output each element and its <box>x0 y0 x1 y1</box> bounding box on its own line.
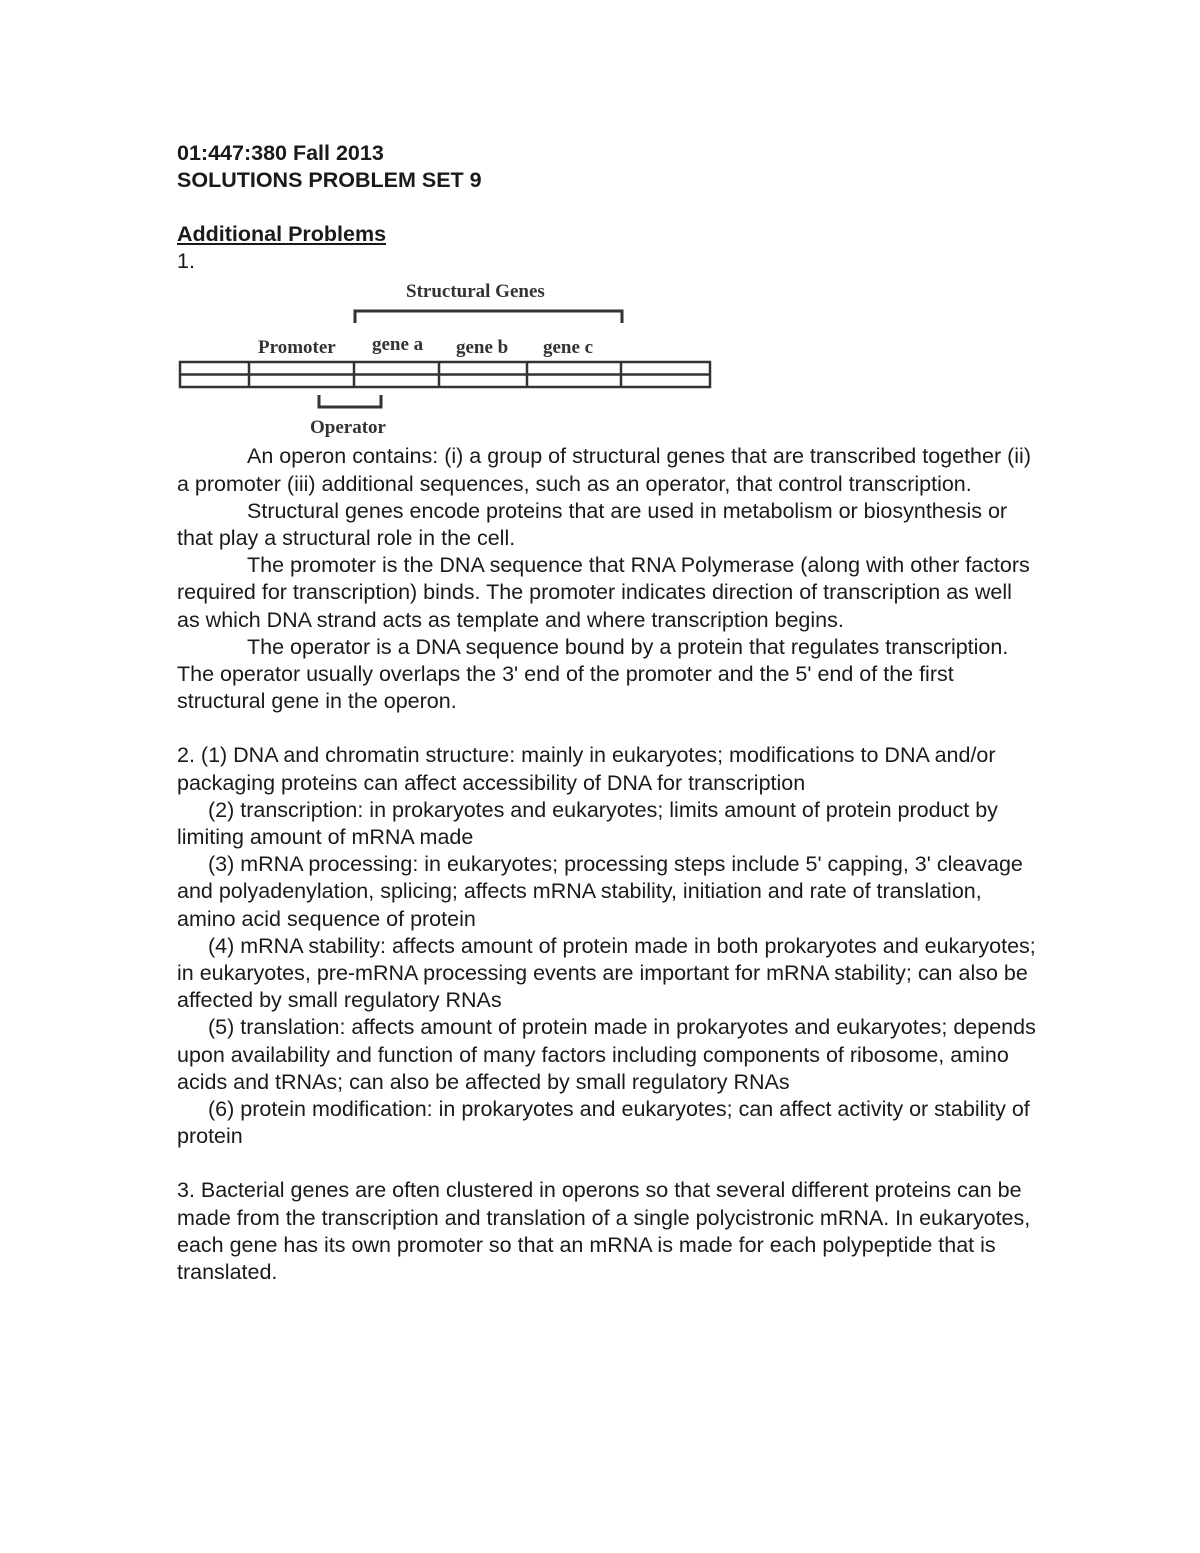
structural-genes-definition: Structural genes encode proteins that are used in metabolism or biosynthesis or that play a structural role in the cell. <box>177 498 1008 551</box>
gene-b-label: gene b <box>456 337 509 359</box>
dna-strand <box>180 362 710 387</box>
problem-2-item: (5) translation: affects amount of protein made in prokaryotes and eukaryotes; depends upon availability and function of many factors including components of ribosome, amino acids and tRNAs; can also be affected by small regulatory RNAs <box>177 1015 1036 1094</box>
problem-2-item: 2. (1) DNA and chromatin structure: mainly in eukaryotes; modifications to DNA and/or packaging proteins can affect accessibility of DNA for transcription <box>177 743 996 795</box>
operator-label: Operator <box>310 417 386 439</box>
operon-diagram <box>177 275 1037 443</box>
spacer <box>177 1150 1037 1177</box>
document-title: SOLUTIONS PROBLEM SET 9 <box>177 168 482 192</box>
structural-genes-bracket <box>355 311 622 323</box>
structural-genes-label: Structural Genes <box>406 281 545 303</box>
problem-3-answer: 3. Bacterial genes are often clustered in operons so that several different proteins can be made from the transcription and translation of a single polycistronic mRNA. In eukaryotes, each gene has its own promoter so that an mRNA is made for each polypeptide that is translated. <box>177 1178 1031 1285</box>
operator-definition: The operator is a DNA sequence bound by a protein that regulates transcription. The operator usually overlaps the 3' end of the promoter and the 5' end of the first structural gene in the operon. <box>177 634 1009 714</box>
problem-2-item: (2) transcription: in prokaryotes and eukaryotes; limits amount of protein product by limiting amount of mRNA made <box>177 797 998 850</box>
gene-a-label: gene a <box>372 334 424 356</box>
problem-2-item: (6) protein modification: in prokaryotes and eukaryotes; can affect activity or stability of protein <box>177 1097 1030 1149</box>
problem-2-item: (3) mRNA processing: in eukaryotes; processing steps include 5' capping, 3' cleavage and polyadenylation, splicing; affects mRNA stability, initiation and rate of translation, amino acid sequence of protein <box>177 852 1023 931</box>
promoter-definition: The promoter is the DNA sequence that RNA Polymerase (along with other factors required for transcription) binds. The promoter indicates direction of transcription as well as which DNA strand acts as template and where transcription begins. <box>177 553 1030 632</box>
course-header: 01:447:380 Fall 2013 <box>177 141 384 165</box>
spacer <box>177 715 1037 742</box>
problem-1-number: 1. <box>177 249 195 274</box>
operon-definition: An operon contains: (i) a group of structural genes that are transcribed together (ii) a promoter (iii) additional sequences, such as an operator, that control transcription. <box>177 444 1031 496</box>
operon-diagram-svg <box>177 275 737 443</box>
problem-2-item: (4) mRNA stability: affects amount of protein made in both prokaryotes and eukaryotes; in eukaryotes, pre-mRNA processing events are important for mRNA stability; can also be affected by small regulatory RNAs <box>177 933 1036 1013</box>
section-heading: Additional Problems <box>177 222 387 246</box>
document-page <box>177 140 1037 1286</box>
gene-c-label: gene c <box>543 337 594 359</box>
promoter-label: Promoter <box>258 337 336 359</box>
operator-bracket <box>319 395 381 407</box>
